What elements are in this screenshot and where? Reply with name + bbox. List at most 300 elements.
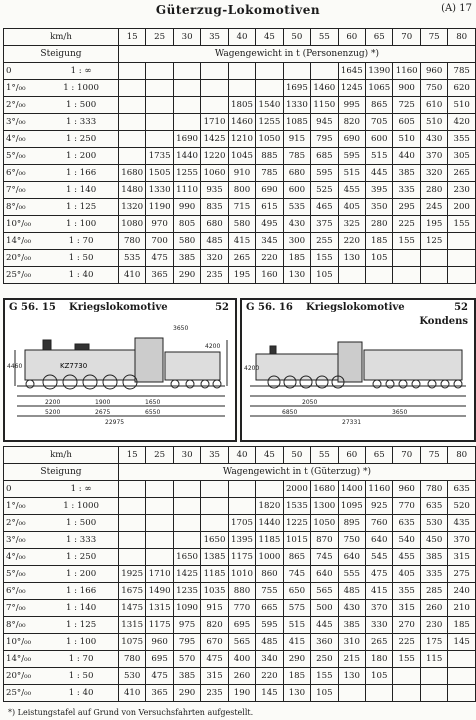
dim-label: 6550 <box>145 409 161 416</box>
load-cell <box>173 498 200 515</box>
load-cell: 1090 <box>173 600 200 617</box>
load-cell: 1235 <box>173 583 200 600</box>
load-cell: 885 <box>256 148 283 165</box>
load-cell: 520 <box>448 498 476 515</box>
table-row <box>4 617 476 634</box>
load-cell: 680 <box>283 165 310 182</box>
load-cell: 580 <box>173 233 200 250</box>
load-cell: 1315 <box>146 600 173 617</box>
load-cell <box>366 267 393 284</box>
load-cell <box>393 250 420 267</box>
load-cell: 580 <box>228 216 255 233</box>
gradient-permille: 10°/₀₀ <box>4 216 45 233</box>
gradient-ratio: 1 : 125 <box>44 617 118 634</box>
load-cell: 440 <box>393 148 420 165</box>
table-row <box>4 97 476 114</box>
load-cell: 610 <box>420 97 447 114</box>
gradient-ratio: 1 : 1000 <box>44 498 118 515</box>
load-cell: 105 <box>311 267 338 284</box>
load-cell: 515 <box>366 148 393 165</box>
load-cell: 105 <box>366 250 393 267</box>
load-cell: 245 <box>420 199 447 216</box>
load-cell: 600 <box>366 131 393 148</box>
load-cell: 565 <box>311 583 338 600</box>
load-cell: 700 <box>146 233 173 250</box>
load-cell: 375 <box>311 216 338 233</box>
gradient-ratio: 1 : 200 <box>44 148 118 165</box>
load-cell: 240 <box>448 583 476 600</box>
load-cell: 1440 <box>256 515 283 532</box>
loco-number-1: 52 <box>215 302 229 313</box>
load-cell: 1185 <box>201 566 228 583</box>
load-cell: 145 <box>448 634 476 651</box>
speed-col-header: 15 <box>118 29 145 46</box>
table-row <box>4 515 476 532</box>
table-row <box>4 600 476 617</box>
loco-number-2: 52 <box>454 302 468 313</box>
table-row <box>4 250 476 267</box>
gradient-permille: 1°/₀₀ <box>4 80 45 97</box>
load-cell <box>146 498 173 515</box>
loco-marking: KZ7730 <box>60 362 88 370</box>
load-cell: 475 <box>201 651 228 668</box>
gradient-permille: 1°/₀₀ <box>4 498 45 515</box>
dim-label: 3650 <box>392 409 408 416</box>
load-cell: 1315 <box>118 617 145 634</box>
load-cell <box>118 63 145 80</box>
load-cell: 185 <box>448 617 476 634</box>
gradient-header: Steigung <box>4 464 119 481</box>
load-cell: 355 <box>393 583 420 600</box>
load-cell: 860 <box>256 566 283 583</box>
load-cell <box>201 515 228 532</box>
load-cell: 895 <box>338 515 365 532</box>
speed-header: km/h <box>4 447 119 464</box>
load-cell <box>228 80 255 97</box>
load-cell: 465 <box>311 199 338 216</box>
load-cell: 395 <box>366 182 393 199</box>
load-cell: 400 <box>228 651 255 668</box>
gradient-permille: 2°/₀₀ <box>4 97 45 114</box>
speed-col-header: 25 <box>146 29 173 46</box>
speed-col-header: 55 <box>311 447 338 464</box>
table-row <box>4 668 476 685</box>
load-cell: 1535 <box>283 498 310 515</box>
gradient-permille: 4°/₀₀ <box>4 131 45 148</box>
load-cell <box>393 668 420 685</box>
speed-col-header: 60 <box>338 29 365 46</box>
load-cell <box>420 668 447 685</box>
load-cell: 960 <box>146 634 173 651</box>
load-cell: 1300 <box>311 498 338 515</box>
page-title: Güterzug-Lokomotiven <box>155 3 321 17</box>
table-subtitle: Wagengewicht in t (Güterzug) *) <box>118 464 475 481</box>
load-cell: 680 <box>201 216 228 233</box>
load-cell: 1035 <box>201 583 228 600</box>
loco-class-2: G 56. 16 <box>246 302 293 313</box>
load-cell: 285 <box>420 583 447 600</box>
load-cell: 880 <box>228 583 255 600</box>
load-cell: 1045 <box>228 148 255 165</box>
load-cell: 530 <box>420 515 447 532</box>
load-cell: 1425 <box>201 131 228 148</box>
load-cell <box>118 80 145 97</box>
speed-col-header: 35 <box>201 447 228 464</box>
speed-col-header: 50 <box>283 447 310 464</box>
load-cell: 570 <box>173 651 200 668</box>
load-cell: 970 <box>146 216 173 233</box>
load-cell: 1220 <box>201 148 228 165</box>
loco-type-2: Kriegslokomotive <box>306 302 405 313</box>
load-cell: 385 <box>393 165 420 182</box>
speed-col-header: 40 <box>228 447 255 464</box>
load-cell: 695 <box>228 617 255 634</box>
gradient-header: Steigung <box>4 46 119 63</box>
load-cell: 1075 <box>118 634 145 651</box>
gradient-permille: 7°/₀₀ <box>4 600 45 617</box>
load-cell: 105 <box>311 685 338 702</box>
load-cell: 415 <box>366 583 393 600</box>
load-cell: 1650 <box>173 549 200 566</box>
dim-label: 5200 <box>45 409 61 416</box>
loco-class-1: G 56. 15 <box>9 302 56 313</box>
table-row <box>4 498 476 515</box>
load-cell: 185 <box>283 668 310 685</box>
load-cell: 195 <box>420 216 447 233</box>
gradient-permille: 5°/₀₀ <box>4 148 45 165</box>
load-cell: 495 <box>256 216 283 233</box>
speed-col-header: 70 <box>393 447 420 464</box>
load-cell: 1390 <box>366 63 393 80</box>
load-cell: 290 <box>283 651 310 668</box>
load-cell: 780 <box>118 651 145 668</box>
load-cell: 405 <box>393 566 420 583</box>
load-cell: 1050 <box>311 515 338 532</box>
gradient-permille: 14°/₀₀ <box>4 233 45 250</box>
load-cell: 195 <box>228 267 255 284</box>
load-cell: 1480 <box>118 182 145 199</box>
load-cell: 485 <box>256 634 283 651</box>
load-cell: 915 <box>201 600 228 617</box>
load-cell: 910 <box>228 165 255 182</box>
load-cell: 455 <box>393 549 420 566</box>
load-cell <box>420 685 447 702</box>
load-cell: 1650 <box>201 532 228 549</box>
gradient-permille: 2°/₀₀ <box>4 515 45 532</box>
load-cell: 595 <box>338 148 365 165</box>
load-cell: 865 <box>283 549 310 566</box>
load-cell: 130 <box>338 250 365 267</box>
load-cell: 695 <box>146 651 173 668</box>
load-cell <box>256 63 283 80</box>
load-cell: 180 <box>366 651 393 668</box>
load-cell: 155 <box>393 233 420 250</box>
load-cell: 745 <box>283 566 310 583</box>
load-cell <box>256 481 283 498</box>
load-cell: 430 <box>283 216 310 233</box>
table-row <box>4 216 476 233</box>
load-cell: 330 <box>366 617 393 634</box>
load-cell: 820 <box>201 617 228 634</box>
load-cell: 640 <box>311 566 338 583</box>
gradient-ratio: 1 : 250 <box>44 131 118 148</box>
load-cell: 255 <box>311 233 338 250</box>
gradient-permille: 8°/₀₀ <box>4 199 45 216</box>
load-cell: 290 <box>173 267 200 284</box>
load-cell: 230 <box>420 617 447 634</box>
load-cell <box>448 651 476 668</box>
load-cell: 155 <box>311 250 338 267</box>
load-cell <box>420 250 447 267</box>
load-cell: 270 <box>393 617 420 634</box>
gradient-ratio: 1 : ∞ <box>44 481 118 498</box>
load-cell: 410 <box>118 685 145 702</box>
gradient-ratio: 1 : 166 <box>44 165 118 182</box>
load-cell <box>118 515 145 532</box>
load-cell: 605 <box>393 114 420 131</box>
load-cell: 1735 <box>146 148 173 165</box>
load-cell: 1505 <box>146 165 173 182</box>
gradient-ratio: 1 : 500 <box>44 97 118 114</box>
table-row <box>4 267 476 284</box>
load-cell: 595 <box>256 617 283 634</box>
load-cell: 1015 <box>283 532 310 549</box>
load-cell: 805 <box>173 216 200 233</box>
load-cell <box>448 250 476 267</box>
speed-col-header: 70 <box>393 29 420 46</box>
load-cell: 1085 <box>283 114 310 131</box>
speed-col-header: 65 <box>366 29 393 46</box>
load-cell: 795 <box>173 634 200 651</box>
table-row <box>4 549 476 566</box>
load-cell: 1225 <box>283 515 310 532</box>
dim-label: 2675 <box>95 409 111 416</box>
load-cell: 925 <box>366 498 393 515</box>
load-cell <box>146 515 173 532</box>
load-cell: 770 <box>228 600 255 617</box>
gradient-ratio: 1 : 70 <box>44 233 118 250</box>
load-cell: 1460 <box>228 114 255 131</box>
load-cell: 1190 <box>146 199 173 216</box>
load-cell <box>228 63 255 80</box>
load-cell <box>201 481 228 498</box>
load-cell: 745 <box>311 549 338 566</box>
load-cell: 130 <box>283 685 310 702</box>
load-cell: 1680 <box>118 165 145 182</box>
dim-label: 4200 <box>205 343 221 350</box>
load-cell: 265 <box>366 634 393 651</box>
load-cell: 1705 <box>228 515 255 532</box>
load-cell: 305 <box>448 148 476 165</box>
gradient-ratio: 1 : 70 <box>44 651 118 668</box>
speed-header: km/h <box>4 29 119 46</box>
load-cell: 565 <box>228 634 255 651</box>
load-cell: 635 <box>393 515 420 532</box>
load-cell <box>173 97 200 114</box>
loco-type-1: Kriegslokomotive <box>69 302 168 313</box>
load-cell: 640 <box>338 549 365 566</box>
speed-col-header: 80 <box>448 29 476 46</box>
load-cell: 385 <box>173 250 200 267</box>
load-cell: 540 <box>393 532 420 549</box>
load-cell: 510 <box>420 114 447 131</box>
gradient-ratio: 1 : 1000 <box>44 80 118 97</box>
load-cell: 870 <box>311 532 338 549</box>
table-row <box>4 199 476 216</box>
load-cell: 785 <box>283 148 310 165</box>
dim-label: 4200 <box>244 365 260 372</box>
load-cell: 1695 <box>283 80 310 97</box>
load-cell: 235 <box>201 267 228 284</box>
speed-col-header: 25 <box>146 447 173 464</box>
load-cell: 290 <box>173 685 200 702</box>
dim-label: 22975 <box>105 419 125 426</box>
load-cell: 335 <box>393 182 420 199</box>
gradient-ratio: 1 : 100 <box>44 216 118 233</box>
loco-panel-2 <box>240 298 476 442</box>
load-cell: 1065 <box>366 80 393 97</box>
load-cell: 1160 <box>366 481 393 498</box>
table-row <box>4 651 476 668</box>
load-cell: 990 <box>173 199 200 216</box>
load-cell <box>311 63 338 80</box>
load-cell: 1110 <box>173 182 200 199</box>
load-cell: 555 <box>338 566 365 583</box>
load-cell: 510 <box>393 131 420 148</box>
load-cell <box>283 63 310 80</box>
table-row <box>4 165 476 182</box>
load-cell: 780 <box>420 481 447 498</box>
table-row <box>4 80 476 97</box>
load-cell: 670 <box>201 634 228 651</box>
dim-label: 4460 <box>7 363 23 370</box>
load-cell: 475 <box>146 250 173 267</box>
load-cell: 1425 <box>173 566 200 583</box>
speed-col-header: 35 <box>201 29 228 46</box>
gradient-permille: 0 <box>4 63 45 80</box>
gradient-ratio: 1 : 333 <box>44 114 118 131</box>
gradient-permille: 20°/₀₀ <box>4 668 45 685</box>
load-cell: 525 <box>311 182 338 199</box>
table-row <box>4 233 476 250</box>
load-cell <box>228 498 255 515</box>
load-table-passenger <box>3 28 476 284</box>
load-cell: 345 <box>256 233 283 250</box>
locomotive-drawing-2 <box>242 300 474 440</box>
load-cell: 1925 <box>118 566 145 583</box>
load-cell <box>146 481 173 498</box>
load-cell: 370 <box>366 600 393 617</box>
load-cell <box>146 97 173 114</box>
gradient-ratio: 1 : 140 <box>44 600 118 617</box>
table-subtitle: Wagengewicht in t (Personenzug) *) <box>118 46 475 63</box>
load-cell <box>146 114 173 131</box>
load-table-freight <box>3 446 476 702</box>
speed-col-header: 80 <box>448 447 476 464</box>
load-cell: 185 <box>283 250 310 267</box>
load-cell: 1440 <box>173 148 200 165</box>
load-cell <box>448 267 476 284</box>
gradient-ratio: 1 : 166 <box>44 583 118 600</box>
load-cell: 800 <box>228 182 255 199</box>
load-cell <box>448 233 476 250</box>
load-cell: 1690 <box>173 131 200 148</box>
load-cell: 500 <box>311 600 338 617</box>
load-cell: 1255 <box>256 114 283 131</box>
load-cell: 510 <box>448 97 476 114</box>
load-cell <box>393 267 420 284</box>
load-cell <box>173 63 200 80</box>
load-cell: 385 <box>338 617 365 634</box>
load-cell: 365 <box>146 267 173 284</box>
load-cell: 635 <box>448 481 476 498</box>
load-cell <box>118 481 145 498</box>
dim-label: 27331 <box>342 419 362 426</box>
gradient-ratio: 1 : 50 <box>44 250 118 267</box>
load-cell: 310 <box>338 634 365 651</box>
load-cell: 485 <box>338 583 365 600</box>
load-cell: 780 <box>118 233 145 250</box>
gradient-permille: 6°/₀₀ <box>4 165 45 182</box>
load-cell: 685 <box>311 148 338 165</box>
load-cell: 650 <box>283 583 310 600</box>
load-cell: 865 <box>366 97 393 114</box>
load-cell: 935 <box>201 182 228 199</box>
load-cell: 230 <box>448 182 476 199</box>
load-cell: 200 <box>448 199 476 216</box>
load-cell: 220 <box>256 668 283 685</box>
load-cell: 185 <box>366 233 393 250</box>
load-cell <box>338 267 365 284</box>
load-cell: 1490 <box>146 583 173 600</box>
speed-col-header: 45 <box>256 29 283 46</box>
speed-col-header: 40 <box>228 29 255 46</box>
gradient-ratio: 1 : 125 <box>44 199 118 216</box>
gradient-permille: 20°/₀₀ <box>4 250 45 267</box>
load-cell: 385 <box>173 668 200 685</box>
load-cell: 320 <box>201 250 228 267</box>
load-cell: 325 <box>338 216 365 233</box>
speed-col-header: 45 <box>256 447 283 464</box>
load-cell: 1210 <box>228 131 255 148</box>
load-cell: 535 <box>118 250 145 267</box>
page-reference: (A) 17 <box>441 3 472 14</box>
load-cell: 515 <box>338 165 365 182</box>
load-cell: 1645 <box>338 63 365 80</box>
load-cell: 155 <box>448 216 476 233</box>
load-cell <box>338 685 365 702</box>
load-cell: 2000 <box>283 481 310 498</box>
load-cell: 615 <box>256 199 283 216</box>
load-cell: 160 <box>256 267 283 284</box>
load-cell <box>118 498 145 515</box>
table-row <box>4 63 476 80</box>
dim-label: 1900 <box>95 399 111 406</box>
gradient-ratio: 1 : 500 <box>44 515 118 532</box>
gradient-ratio: 1 : 40 <box>44 267 118 284</box>
load-cell <box>448 668 476 685</box>
load-cell: 1095 <box>338 498 365 515</box>
speed-col-header: 75 <box>420 29 447 46</box>
load-cell: 315 <box>201 668 228 685</box>
load-cell: 690 <box>338 131 365 148</box>
load-cell: 595 <box>311 165 338 182</box>
load-cell <box>118 97 145 114</box>
load-cell <box>393 685 420 702</box>
load-cell <box>146 63 173 80</box>
locomotive-drawing-1 <box>5 300 235 440</box>
load-cell: 1710 <box>201 114 228 131</box>
